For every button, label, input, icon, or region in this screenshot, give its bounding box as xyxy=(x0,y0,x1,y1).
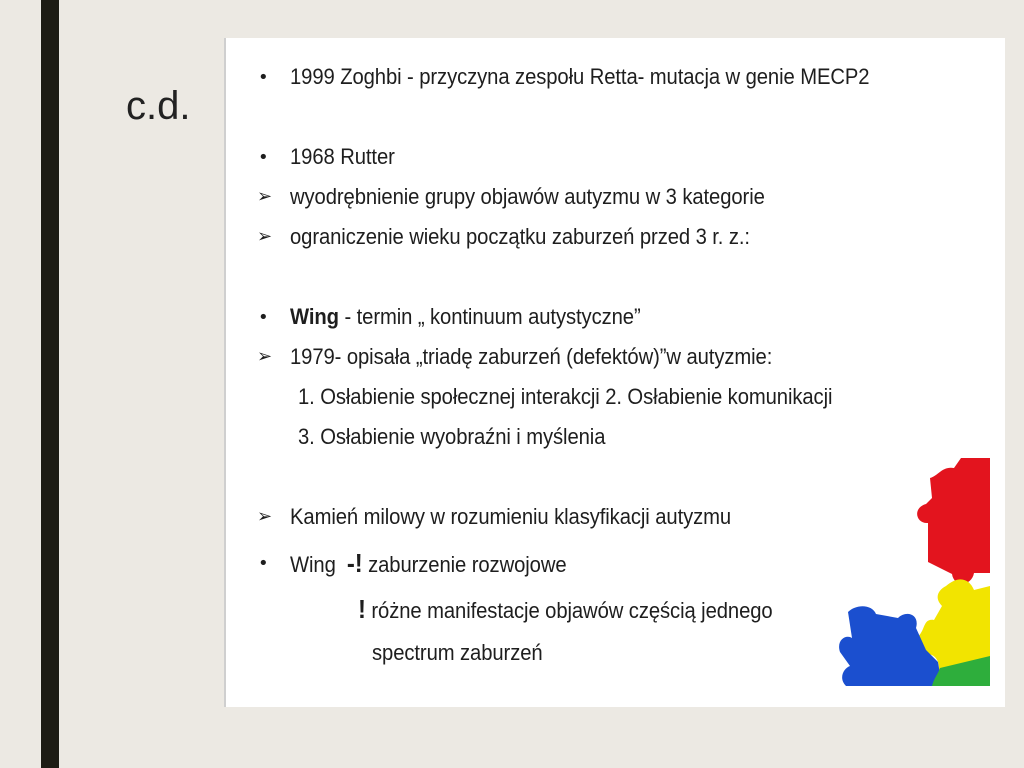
line-milestone: Kamień milowy w rozumieniu klasyfikacji autyzmu xyxy=(290,504,732,529)
puzzle-pieces-icon xyxy=(226,38,1005,707)
arrow-bullet-marker: ➢ xyxy=(257,186,273,207)
bullet-marker: • xyxy=(258,307,269,328)
arrow-bullet-marker: ➢ xyxy=(257,506,273,527)
puzzle-red-icon xyxy=(917,458,990,584)
left-accent-bar xyxy=(41,0,59,768)
line-rutter: 1968 Rutter xyxy=(290,144,395,169)
developmental-text: zaburzenie rozwojowe xyxy=(362,552,567,577)
line-triad-3: 3. Osłabienie wyobraźni i myślenia xyxy=(298,424,606,449)
line-age-limit: ograniczenie wieku początku zaburzeń przed 3 r. z.: xyxy=(290,224,750,249)
arrow-bullet-marker: ➢ xyxy=(257,226,273,247)
exclamation-mark: -! xyxy=(346,548,363,578)
bullet-marker: • xyxy=(258,147,269,168)
line-triad: 1979- opisała „triadę zaburzeń (defektów)”w autyzmie: xyxy=(290,344,773,369)
line-categories: wyodrębnienie grupy objawów autyzmu w 3 kategorie xyxy=(290,184,765,209)
line-spectrum: spectrum zaburzeń xyxy=(372,640,543,665)
bullet-marker: • xyxy=(258,67,269,88)
wing-label: Wing xyxy=(290,552,336,577)
wing-bold-label: Wing xyxy=(290,304,339,329)
content-image xyxy=(224,38,1005,707)
exclamation-mark: ! xyxy=(358,594,366,624)
bullet-marker: • xyxy=(258,553,269,574)
line-triad-1-2: 1. Osłabienie społecznej interakcji 2. Osłabienie komunikacji xyxy=(298,384,833,409)
arrow-bullet-marker: ➢ xyxy=(257,346,273,367)
line-zoghbi: 1999 Zoghbi - przyczyna zespołu Retta- mutacja w genie MECP2 xyxy=(290,64,870,89)
manifestations-text: różne manifestacje objawów częścią jednego xyxy=(365,598,773,623)
wing-continuum-text: - termin „ kontinuum autystyczne” xyxy=(338,304,641,329)
slide-title: c.d. xyxy=(126,84,191,128)
